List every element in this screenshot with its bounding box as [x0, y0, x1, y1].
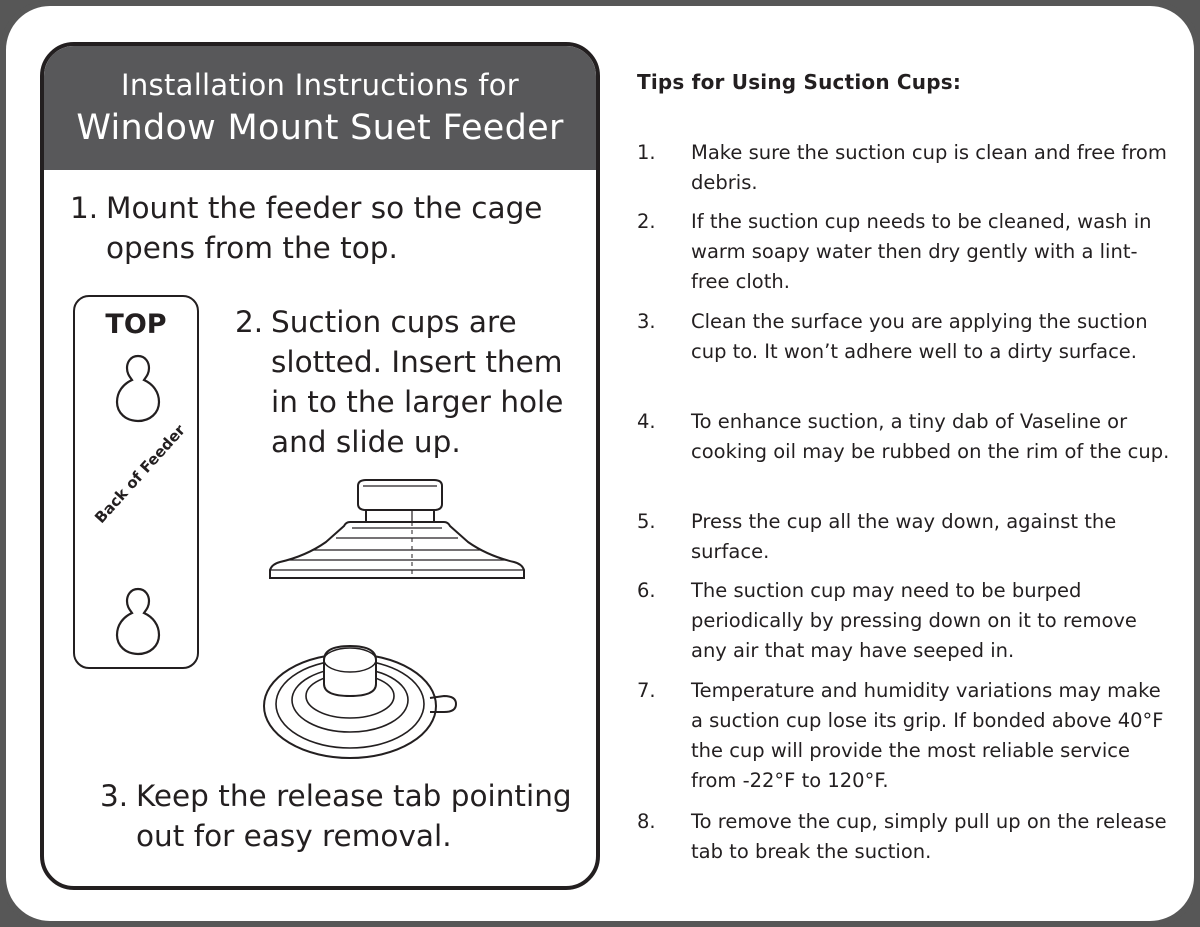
keyhole-slot-icon: [113, 585, 163, 657]
tip-text: To remove the cup, simply pull up on the release tab to break the suction.: [691, 810, 1167, 863]
card-header: [44, 46, 596, 170]
tip-text: The suction cup may need to be burped periodically by pressing down on it to remove any air that may have seeped in.: [691, 579, 1137, 662]
tip-number: 3.: [637, 310, 656, 333]
step-3: [100, 776, 580, 860]
tip-text: Press the cup all the way down, against the surface.: [691, 510, 1117, 563]
header-title: Window Mount Suet Feeder: [76, 108, 564, 148]
back-of-feeder-label: Back of Feeder: [91, 421, 189, 527]
step-1: [70, 188, 570, 272]
tip-number: 5.: [637, 510, 656, 533]
tip-number: 4.: [637, 410, 656, 433]
tip-text: To enhance suction, a tiny dab of Vaseline or cooking oil may be rubbed on the rim of the cup.: [691, 410, 1170, 463]
tip-text: If the suction cup needs to be cleaned, wash in warm soapy water then dry gently with a lint-free cloth.: [691, 210, 1152, 293]
step-text: Keep the release tab pointing out for easy removal.: [136, 779, 572, 853]
step-text: Mount the feeder so the cage opens from the top.: [106, 191, 543, 265]
tip-number: 8.: [637, 810, 656, 833]
top-label: TOP: [105, 309, 167, 340]
tip-number: 1.: [637, 141, 656, 164]
step-number: 3.: [100, 779, 129, 813]
tip-number: 2.: [637, 210, 656, 233]
step-2: [235, 302, 575, 466]
tip-text: Temperature and humidity variations may make a suction cup lose its grip. If bonded above 40°F the cup will provide the most reliable service from -22°F to 120°F.: [691, 679, 1164, 792]
tips-title: Tips for Using Suction Cups:: [637, 70, 962, 94]
suction-cup-side-view-icon: [266, 478, 528, 588]
step-text: Suction cups are slotted. Insert them in to the larger hole and slide up.: [271, 305, 564, 459]
keyhole-slot-icon: [113, 352, 163, 424]
feeder-back-diagram: [73, 295, 199, 669]
header-subtitle: Installation Instructions for: [121, 68, 519, 102]
installation-card: [40, 42, 600, 890]
step-number: 2.: [235, 305, 264, 339]
tip-number: 6.: [637, 579, 656, 602]
tip-text: Make sure the suction cup is clean and free from debris.: [691, 141, 1167, 194]
step-number: 1.: [70, 191, 99, 225]
tip-text: Clean the surface you are applying the suction cup to. It won’t adhere well to a dirty surface.: [691, 310, 1148, 363]
suction-cup-top-view-icon: [262, 638, 462, 762]
tip-number: 7.: [637, 679, 656, 702]
